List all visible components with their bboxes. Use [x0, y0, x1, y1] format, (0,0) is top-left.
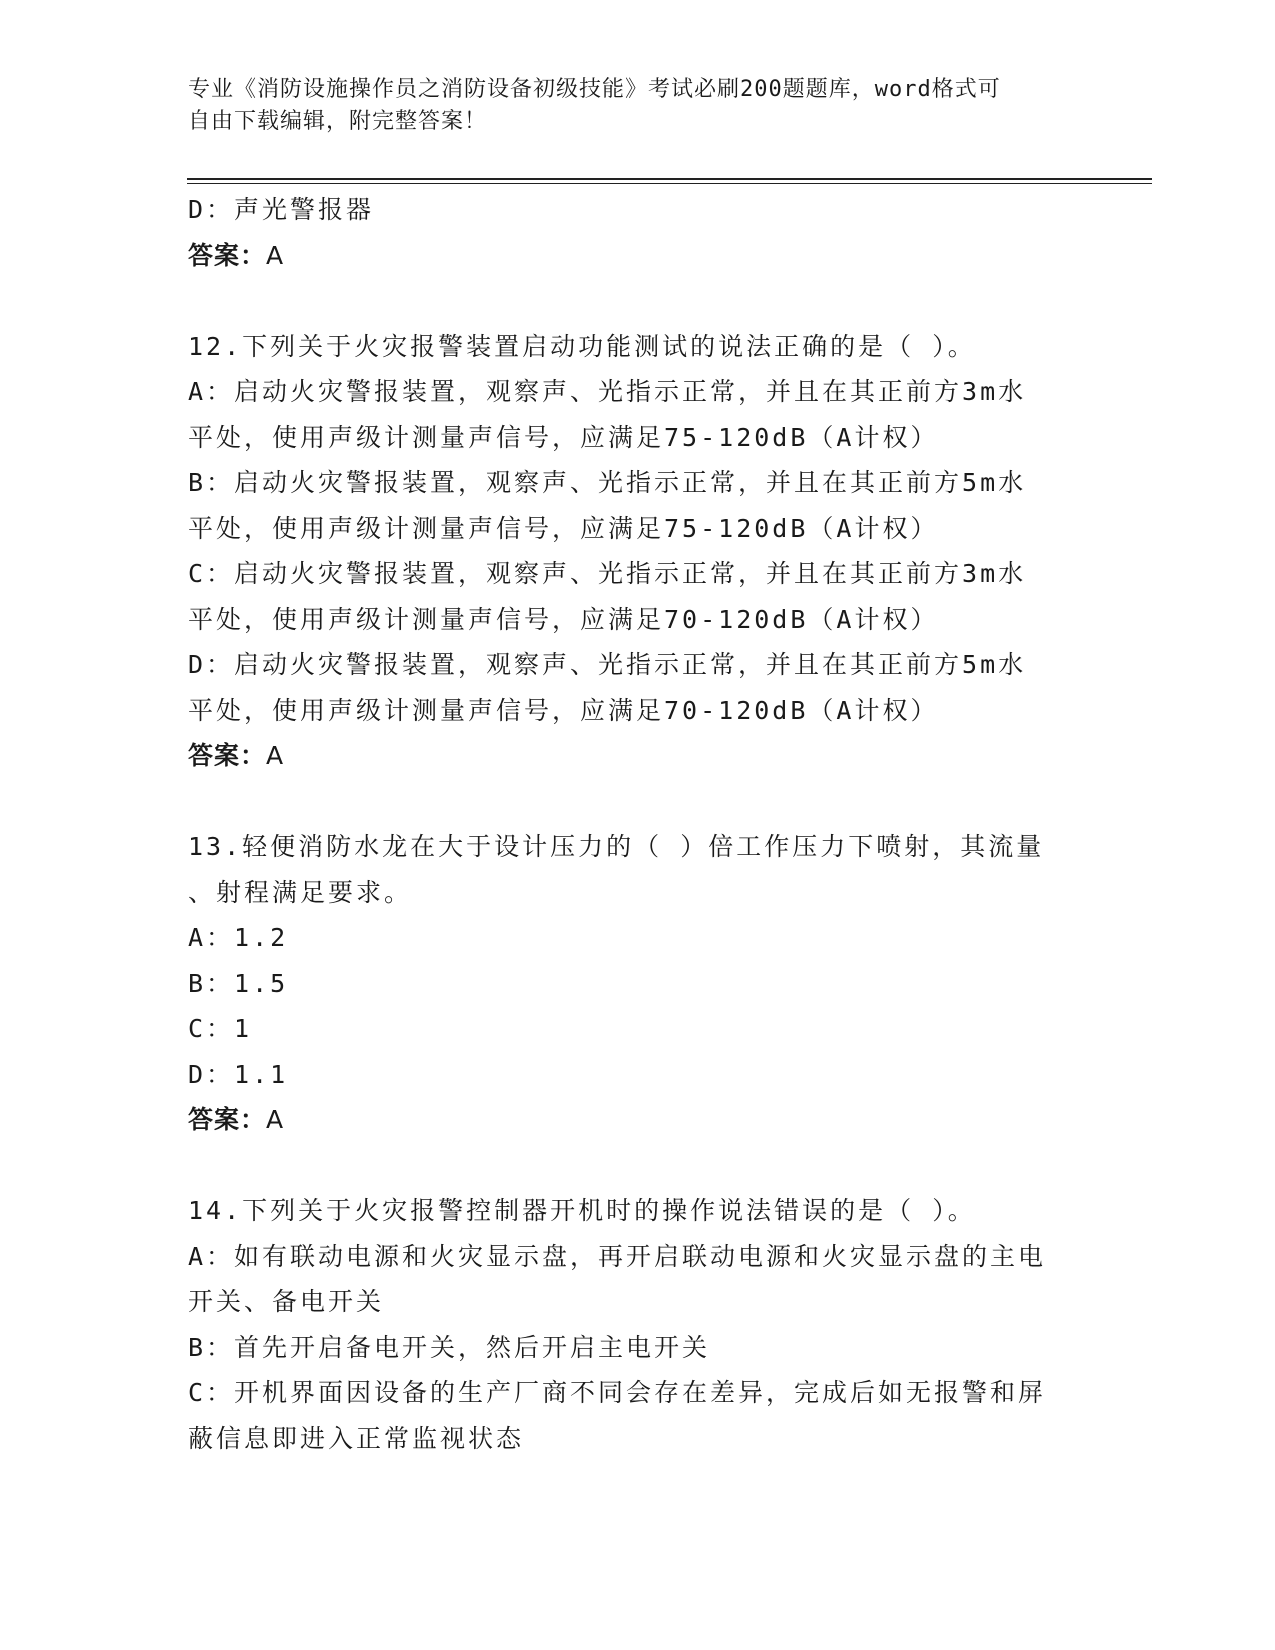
question-stem-line-1: 13.轻便消防水龙在大于设计压力的（ ）倍工作压力下喷射，其流量: [188, 832, 1045, 861]
option-a-line-1: A：启动火灾警报装置，观察声、光指示正常，并且在其正前方3m水: [188, 377, 1027, 406]
option-b: B：首先开启备电开关，然后开启主电开关: [188, 1332, 711, 1362]
question-12: [188, 324, 1088, 779]
option-c: C：1: [188, 1014, 253, 1043]
question-13: [188, 824, 1088, 1143]
option-d-line-1: D：启动火灾警报装置，观察声、光指示正常，并且在其正前方5m水: [188, 650, 1027, 679]
question-stem: 14.下列关于火灾报警控制器开机时的操作说法错误的是（ ）。: [188, 1196, 976, 1225]
option-a-line-2: 开关、备电开关: [188, 1287, 385, 1316]
option-d: D：声光警报器: [188, 195, 375, 224]
answer-line: [188, 1097, 1088, 1143]
answer-line: [188, 233, 1088, 279]
answer-label: 答案：: [188, 1105, 267, 1134]
question-14: [188, 1188, 1088, 1461]
option-c-line-2: 蔽信息即进入正常监视状态: [188, 1423, 525, 1453]
header-divider-thick: [187, 178, 1152, 180]
answer-label: 答案：: [188, 240, 267, 270]
option-c-line-1: C：启动火灾警报装置，观察声、光指示正常，并且在其正前方3m水: [188, 559, 1027, 588]
option-a: A：1.2: [188, 923, 289, 952]
question-stem-line-2: 、射程满足要求。: [188, 877, 413, 907]
option-d-line-2: 平处，使用声级计测量声信号，应满足70-120dB（A计权）: [188, 695, 939, 725]
option-a-line-1: A：如有联动电源和火灾显示盘，再开启联动电源和火灾显示盘的主电: [188, 1241, 1047, 1271]
header-divider-thin: [187, 183, 1152, 184]
answer-value: A: [266, 240, 285, 270]
answer-line: [188, 733, 1088, 779]
answer-value: A: [266, 741, 285, 770]
option-d: D：1.1: [188, 1059, 289, 1089]
option-c-line-1: C：开机界面因设备的生产厂商不同会存在差异，完成后如无报警和屏: [188, 1378, 1047, 1407]
question-stem: 12.下列关于火灾报警装置启动功能测试的说法正确的是（ ）。: [188, 331, 976, 361]
option-b: B：1.5: [188, 968, 289, 998]
answer-value: A: [266, 1105, 285, 1134]
header-line-1: 专业《消防设施操作员之消防设备初级技能》考试必刷200题题库，word格式可: [188, 77, 1001, 102]
option-a-line-2: 平处，使用声级计测量声信号，应满足75-120dB（A计权）: [188, 422, 939, 452]
question-11-tail: [188, 187, 1088, 278]
option-b-line-1: B：启动火灾警报装置，观察声、光指示正常，并且在其正前方5m水: [188, 468, 1027, 497]
header-line-2: 自由下载编辑，附完整答案！: [188, 109, 488, 134]
answer-label: 答案：: [188, 741, 267, 770]
page-header: [188, 74, 1068, 138]
option-b-line-2: 平处，使用声级计测量声信号，应满足75-120dB（A计权）: [188, 513, 939, 543]
question-list: [188, 187, 1088, 1461]
option-c-line-2: 平处，使用声级计测量声信号，应满足70-120dB（A计权）: [188, 604, 939, 634]
